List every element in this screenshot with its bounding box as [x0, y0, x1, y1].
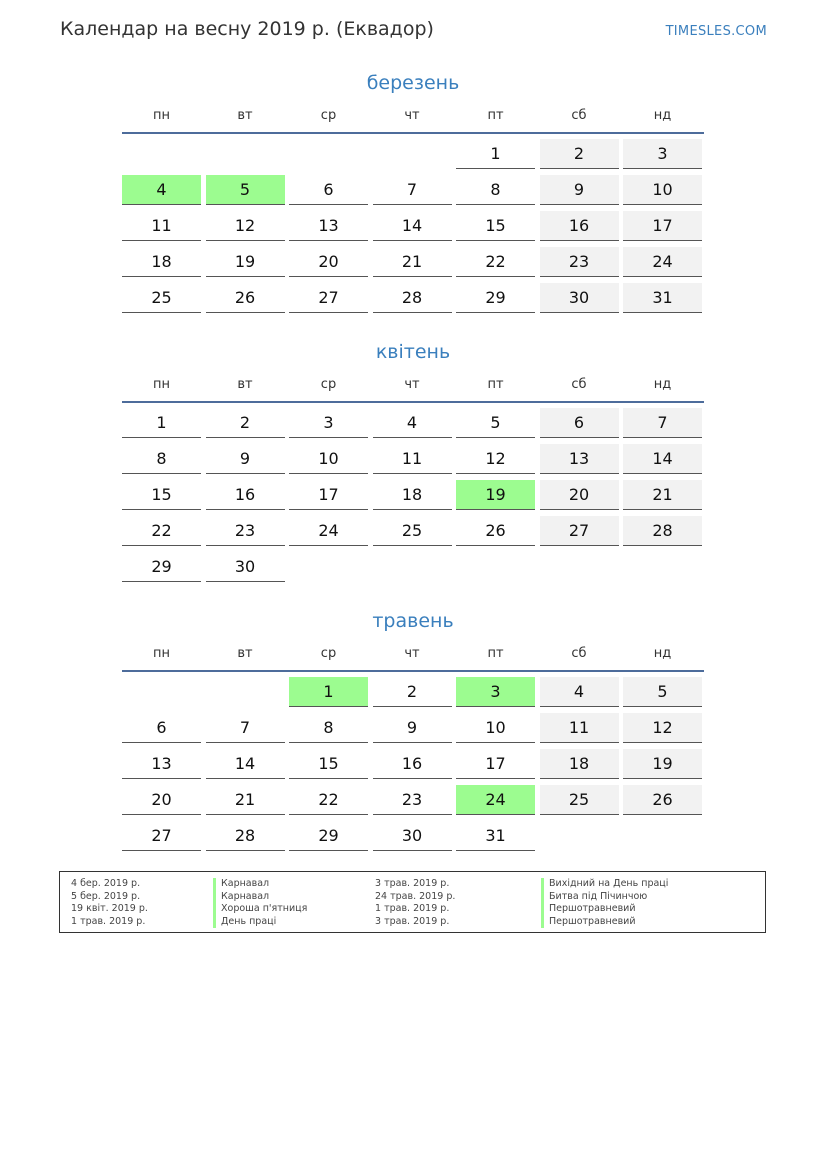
empty-day-cell — [623, 821, 702, 850]
empty-day-cell — [540, 552, 619, 581]
empty-day-cell — [289, 552, 368, 581]
legend-dates-col-2 — [375, 878, 455, 928]
day-cell: 28 — [373, 283, 452, 313]
day-cell: 9 — [206, 444, 285, 474]
weekend-day-cell: 14 — [623, 444, 702, 474]
weekday-label: пн — [153, 646, 170, 661]
weekend-day-cell: 26 — [623, 785, 702, 815]
weekday-label: ср — [320, 646, 337, 661]
weekend-day-cell: 12 — [623, 713, 702, 743]
day-cell: 13 — [122, 749, 201, 779]
weekday-label: пн — [153, 108, 170, 123]
day-cell: 29 — [456, 283, 535, 313]
weekend-day-cell: 16 — [540, 211, 619, 241]
day-cell: 30 — [206, 552, 285, 582]
day-cell: 3 — [289, 408, 368, 438]
legend-names-col-2 — [541, 878, 668, 928]
legend-date: 5 бер. 2019 р. — [71, 890, 141, 902]
day-cell: 8 — [289, 713, 368, 743]
weekend-day-cell: 28 — [623, 516, 702, 546]
month-may — [122, 606, 704, 851]
weekday-label: сб — [571, 377, 587, 392]
weekend-day-cell: 7 — [623, 408, 702, 438]
day-cell: 21 — [373, 247, 452, 277]
weekday-label: ср — [320, 108, 337, 123]
month-march — [122, 68, 704, 313]
empty-day-cell — [289, 139, 368, 168]
weekday-label: вт — [237, 377, 253, 392]
day-grid — [122, 677, 704, 851]
day-cell: 7 — [373, 175, 452, 205]
day-cell: 2 — [373, 677, 452, 707]
page-title: Календар на весну 2019 р. (Еквадор) — [60, 18, 434, 40]
day-cell: 20 — [122, 785, 201, 815]
day-cell: 25 — [122, 283, 201, 313]
weekend-day-cell: 5 — [623, 677, 702, 707]
day-cell: 6 — [122, 713, 201, 743]
weekday-header — [122, 640, 704, 668]
day-cell: 10 — [456, 713, 535, 743]
weekend-day-cell: 25 — [540, 785, 619, 815]
day-cell: 8 — [456, 175, 535, 205]
empty-day-cell — [206, 139, 285, 168]
weekend-day-cell: 4 — [540, 677, 619, 707]
weekday-label: пт — [487, 377, 504, 392]
holiday-day-cell: 24 — [456, 785, 535, 815]
legend-date: 1 трав. 2019 р. — [71, 915, 146, 927]
legend-holiday-name: Карнавал — [213, 878, 307, 891]
day-cell: 18 — [373, 480, 452, 510]
day-cell: 15 — [456, 211, 535, 241]
day-cell: 7 — [206, 713, 285, 743]
day-cell: 26 — [456, 516, 535, 546]
day-cell: 11 — [122, 211, 201, 241]
empty-day-cell — [456, 552, 535, 581]
day-cell: 27 — [122, 821, 201, 851]
holiday-day-cell: 4 — [122, 175, 201, 205]
day-cell: 22 — [289, 785, 368, 815]
weekday-label: пт — [487, 646, 504, 661]
empty-day-cell — [122, 677, 201, 706]
weekend-day-cell: 17 — [623, 211, 702, 241]
legend-holiday-name: Хороша п'ятниця — [213, 903, 307, 916]
day-cell: 23 — [206, 516, 285, 546]
day-cell: 20 — [289, 247, 368, 277]
empty-day-cell — [540, 821, 619, 850]
month-title: березень — [366, 72, 460, 94]
header-divider — [122, 401, 704, 403]
month-title: квітень — [375, 341, 451, 363]
month-april — [122, 337, 704, 582]
weekday-label: нд — [653, 377, 672, 392]
empty-day-cell — [373, 552, 452, 581]
empty-day-cell — [122, 139, 201, 168]
weekend-day-cell: 27 — [540, 516, 619, 546]
day-cell: 13 — [289, 211, 368, 241]
weekday-header — [122, 102, 704, 130]
day-cell: 25 — [373, 516, 452, 546]
weekend-day-cell: 3 — [623, 139, 702, 169]
empty-day-cell — [373, 139, 452, 168]
legend-date: 4 бер. 2019 р. — [71, 878, 141, 889]
day-cell: 1 — [456, 139, 535, 169]
weekday-label: нд — [653, 108, 672, 123]
holiday-legend — [59, 871, 766, 933]
weekday-label: нд — [653, 646, 672, 661]
legend-holiday-name: День праці — [213, 916, 307, 929]
site-link[interactable]: TIMESLES.COM — [665, 24, 767, 39]
header-divider — [122, 132, 704, 134]
weekday-label: сб — [571, 108, 587, 123]
weekend-day-cell: 10 — [623, 175, 702, 205]
legend-date: 19 квіт. 2019 р. — [71, 903, 148, 914]
day-cell: 6 — [289, 175, 368, 205]
weekend-day-cell: 9 — [540, 175, 619, 205]
weekend-day-cell: 11 — [540, 713, 619, 743]
day-cell: 17 — [289, 480, 368, 510]
weekend-day-cell: 23 — [540, 247, 619, 277]
weekend-day-cell: 13 — [540, 444, 619, 474]
day-cell: 16 — [206, 480, 285, 510]
legend-holiday-name: Вихідний на День праці — [541, 878, 668, 891]
day-cell: 23 — [373, 785, 452, 815]
day-cell: 16 — [373, 749, 452, 779]
legend-names-col-1 — [213, 878, 307, 928]
legend-holiday-name: Першотравневий — [541, 903, 668, 916]
day-grid — [122, 139, 704, 313]
day-cell: 22 — [122, 516, 201, 546]
day-cell: 28 — [206, 821, 285, 851]
day-cell: 15 — [122, 480, 201, 510]
day-cell: 19 — [206, 247, 285, 277]
legend-date: 3 трав. 2019 р. — [375, 878, 450, 889]
day-cell: 12 — [206, 211, 285, 241]
weekend-day-cell: 20 — [540, 480, 619, 510]
empty-day-cell — [623, 552, 702, 581]
day-cell: 5 — [456, 408, 535, 438]
weekend-day-cell: 18 — [540, 749, 619, 779]
day-cell: 29 — [122, 552, 201, 582]
weekday-label: вт — [237, 646, 253, 661]
day-cell: 21 — [206, 785, 285, 815]
weekday-label: сб — [571, 646, 587, 661]
weekend-day-cell: 6 — [540, 408, 619, 438]
legend-holiday-name: Карнавал — [213, 891, 307, 904]
day-cell: 14 — [206, 749, 285, 779]
weekday-label: пн — [153, 377, 170, 392]
weekday-label: пт — [487, 108, 504, 123]
weekend-day-cell: 31 — [623, 283, 702, 313]
day-cell: 1 — [122, 408, 201, 438]
holiday-day-cell: 19 — [456, 480, 535, 510]
day-cell: 2 — [206, 408, 285, 438]
holiday-day-cell: 1 — [289, 677, 368, 707]
holiday-day-cell: 3 — [456, 677, 535, 707]
legend-holiday-name: Битва під Пічинчою — [541, 891, 668, 904]
legend-holiday-name: Першотравневий — [541, 916, 668, 929]
weekday-label: чт — [404, 377, 420, 392]
day-cell: 10 — [289, 444, 368, 474]
day-cell: 8 — [122, 444, 201, 474]
day-cell: 11 — [373, 444, 452, 474]
day-cell: 14 — [373, 211, 452, 241]
weekday-label: чт — [404, 108, 420, 123]
day-cell: 18 — [122, 247, 201, 277]
legend-date: 3 трав. 2019 р. — [375, 915, 450, 927]
weekday-label: чт — [404, 646, 420, 661]
day-cell: 26 — [206, 283, 285, 313]
day-cell: 22 — [456, 247, 535, 277]
empty-day-cell — [206, 677, 285, 706]
day-cell: 29 — [289, 821, 368, 851]
day-cell: 4 — [373, 408, 452, 438]
day-cell: 12 — [456, 444, 535, 474]
day-grid — [122, 408, 704, 582]
day-cell: 17 — [456, 749, 535, 779]
day-cell: 24 — [289, 516, 368, 546]
weekday-label: вт — [237, 108, 253, 123]
day-cell: 15 — [289, 749, 368, 779]
legend-dates-col-1 — [71, 878, 148, 928]
weekend-day-cell: 21 — [623, 480, 702, 510]
holiday-day-cell: 5 — [206, 175, 285, 205]
month-title: травень — [372, 610, 454, 632]
day-cell: 31 — [456, 821, 535, 851]
weekend-day-cell: 30 — [540, 283, 619, 313]
weekend-day-cell: 24 — [623, 247, 702, 277]
weekend-day-cell: 2 — [540, 139, 619, 169]
day-cell: 9 — [373, 713, 452, 743]
weekday-header — [122, 371, 704, 399]
legend-date: 1 трав. 2019 р. — [375, 903, 450, 914]
day-cell: 27 — [289, 283, 368, 313]
legend-date: 24 трав. 2019 р. — [375, 890, 456, 902]
day-cell: 30 — [373, 821, 452, 851]
weekend-day-cell: 19 — [623, 749, 702, 779]
header-divider — [122, 670, 704, 672]
weekday-label: ср — [320, 377, 337, 392]
